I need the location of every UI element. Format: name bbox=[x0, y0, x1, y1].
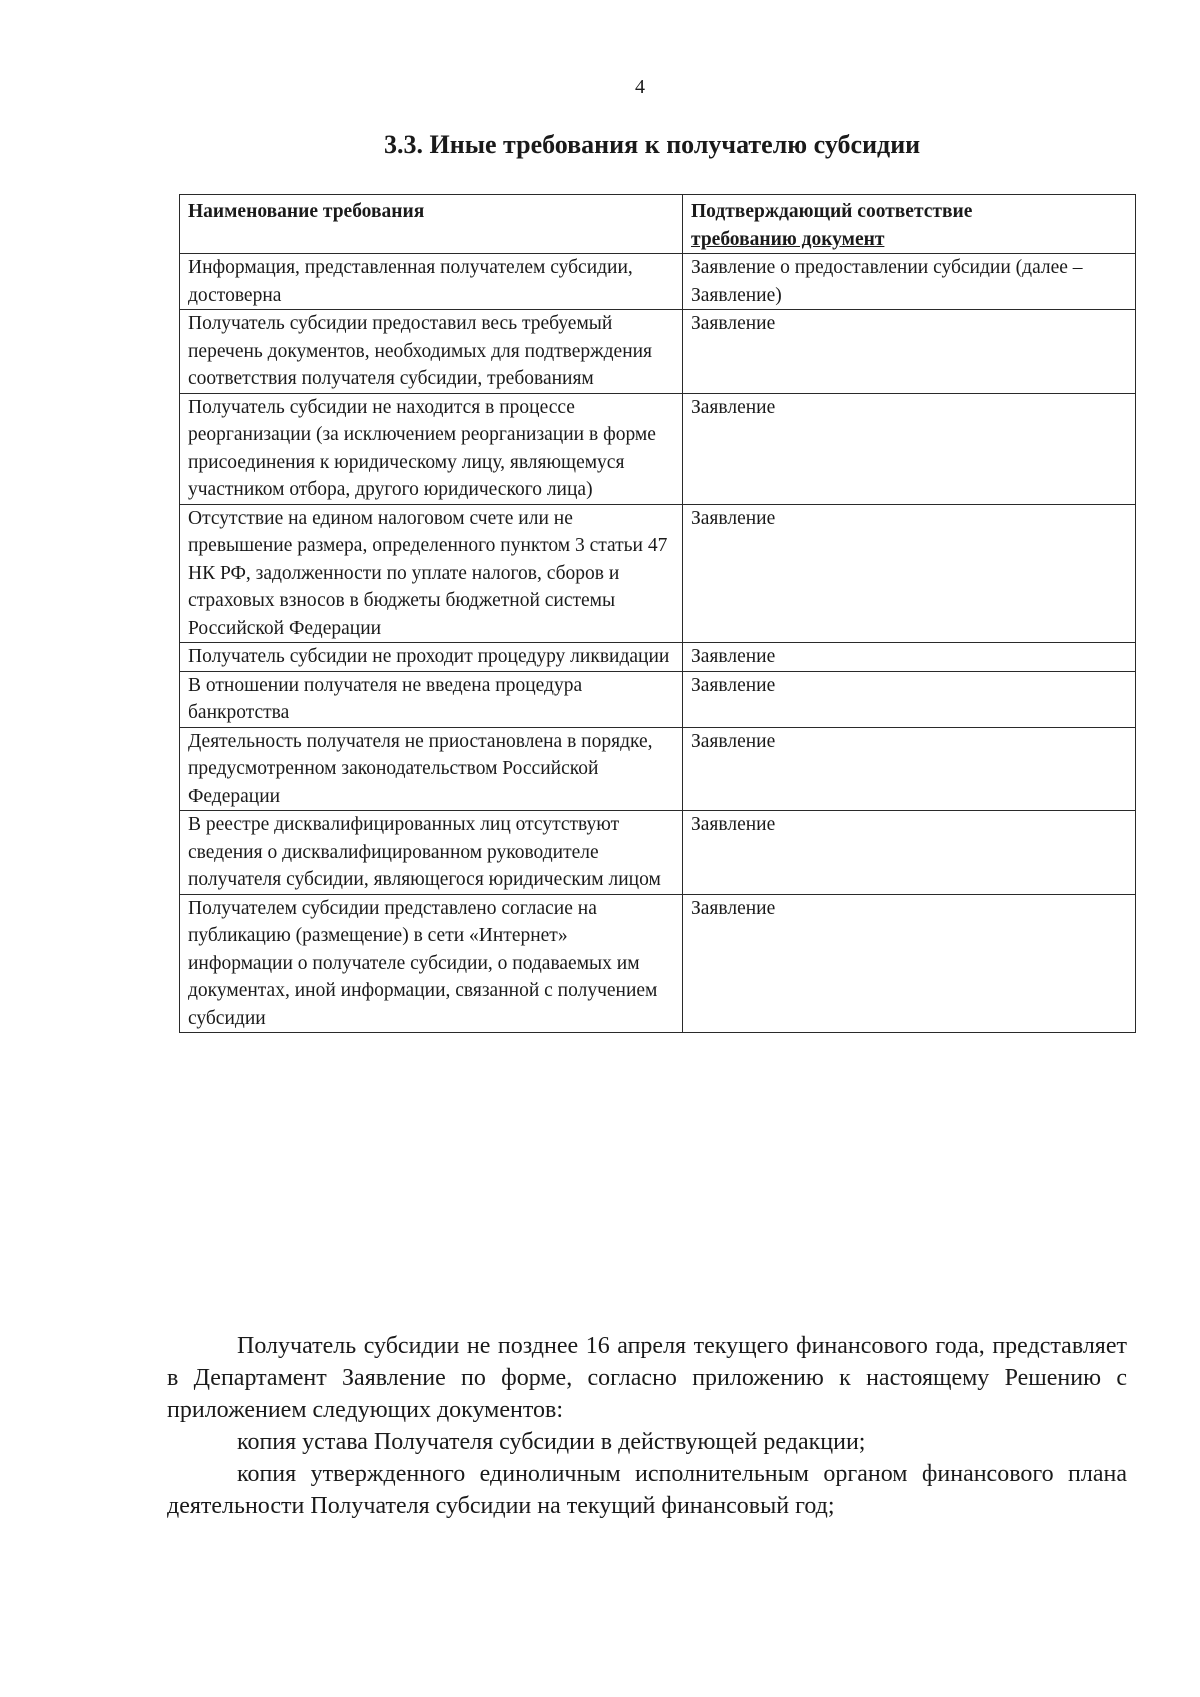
document-cell: Заявление bbox=[683, 643, 1136, 672]
header-document-line1: Подтверждающий соответствие bbox=[691, 201, 973, 222]
document-cell: Заявление bbox=[683, 504, 1136, 643]
table-row bbox=[180, 671, 1136, 727]
table-row bbox=[180, 504, 1136, 643]
paragraph-charter-copy: копия устава Получателя субсидии в действующей редакции; bbox=[237, 1429, 866, 1455]
table-row bbox=[180, 254, 1136, 310]
table-row bbox=[180, 310, 1136, 394]
paragraph-financial-plan: копия утвержденного единоличным исполнительным органом финансового плана деятельности Получателя субсидии на текущий финансовый год; bbox=[167, 1461, 1127, 1519]
body-text bbox=[167, 1330, 1127, 1522]
header-requirement-label: Наименование требования bbox=[188, 201, 425, 222]
section-heading: 3.3. Иные требования к получателю субсидии bbox=[384, 130, 921, 159]
requirements-table bbox=[179, 194, 1136, 1033]
page-number: 4 bbox=[635, 76, 645, 98]
document-cell: Заявление bbox=[683, 811, 1136, 895]
table-header-row bbox=[180, 195, 1136, 254]
document-cell: Заявление bbox=[683, 727, 1136, 811]
table-row bbox=[180, 811, 1136, 895]
table-row bbox=[180, 393, 1136, 504]
header-document-line2: требованию документ bbox=[691, 228, 885, 250]
header-document bbox=[683, 195, 1136, 254]
requirement-cell: Отсутствие на едином налоговом счете или не превышение размера, определенного пунктом 3 статьи 47 НК РФ, задолженности по уплате налогов, сборов и страховых взносов в бюджеты бюджетной системы Российской Федерации bbox=[180, 504, 683, 643]
requirement-cell: В отношении получателя не введена процедура банкротства bbox=[180, 671, 683, 727]
document-cell: Заявление bbox=[683, 393, 1136, 504]
table-row bbox=[180, 643, 1136, 672]
requirement-cell: Информация, представленная получателем субсидии, достоверна bbox=[180, 254, 683, 310]
requirement-cell: Получатель субсидии предоставил весь требуемый перечень документов, необходимых для подтверждения соответствия получателя субсидии, требованиям bbox=[180, 310, 683, 394]
table-row bbox=[180, 894, 1136, 1033]
requirement-cell: Получатель субсидии не проходит процедуру ликвидации bbox=[180, 643, 683, 672]
paragraph-intro: Получатель субсидии не позднее 16 апреля текущего финансового года, представляет в Департамент Заявление по форме, согласно приложению к настоящему Решению с приложением следующих документов: bbox=[167, 1333, 1127, 1423]
header-requirement bbox=[180, 195, 683, 254]
document-cell: Заявление bbox=[683, 671, 1136, 727]
requirement-cell: Деятельность получателя не приостановлена в порядке, предусмотренном законодательством Российской Федерации bbox=[180, 727, 683, 811]
document-cell: Заявление bbox=[683, 310, 1136, 394]
document-cell: Заявление bbox=[683, 894, 1136, 1033]
requirement-cell: Получателем субсидии представлено согласие на публикацию (размещение) в сети «Интернет» информации о получателе субсидии, о подаваемых им документах, иной информации, связанной с получением субсидии bbox=[180, 894, 683, 1033]
table-row bbox=[180, 727, 1136, 811]
document-cell: Заявление о предоставлении субсидии (далее – Заявление) bbox=[683, 254, 1136, 310]
requirement-cell: В реестре дисквалифицированных лиц отсутствуют сведения о дисквалифицированном руководителе получателя субсидии, являющегося юридическим лицом bbox=[180, 811, 683, 895]
requirement-cell: Получатель субсидии не находится в процессе реорганизации (за исключением реорганизации в форме присоединения к юридическому лицу, являющемуся участником отбора, другого юридического лица) bbox=[180, 393, 683, 504]
